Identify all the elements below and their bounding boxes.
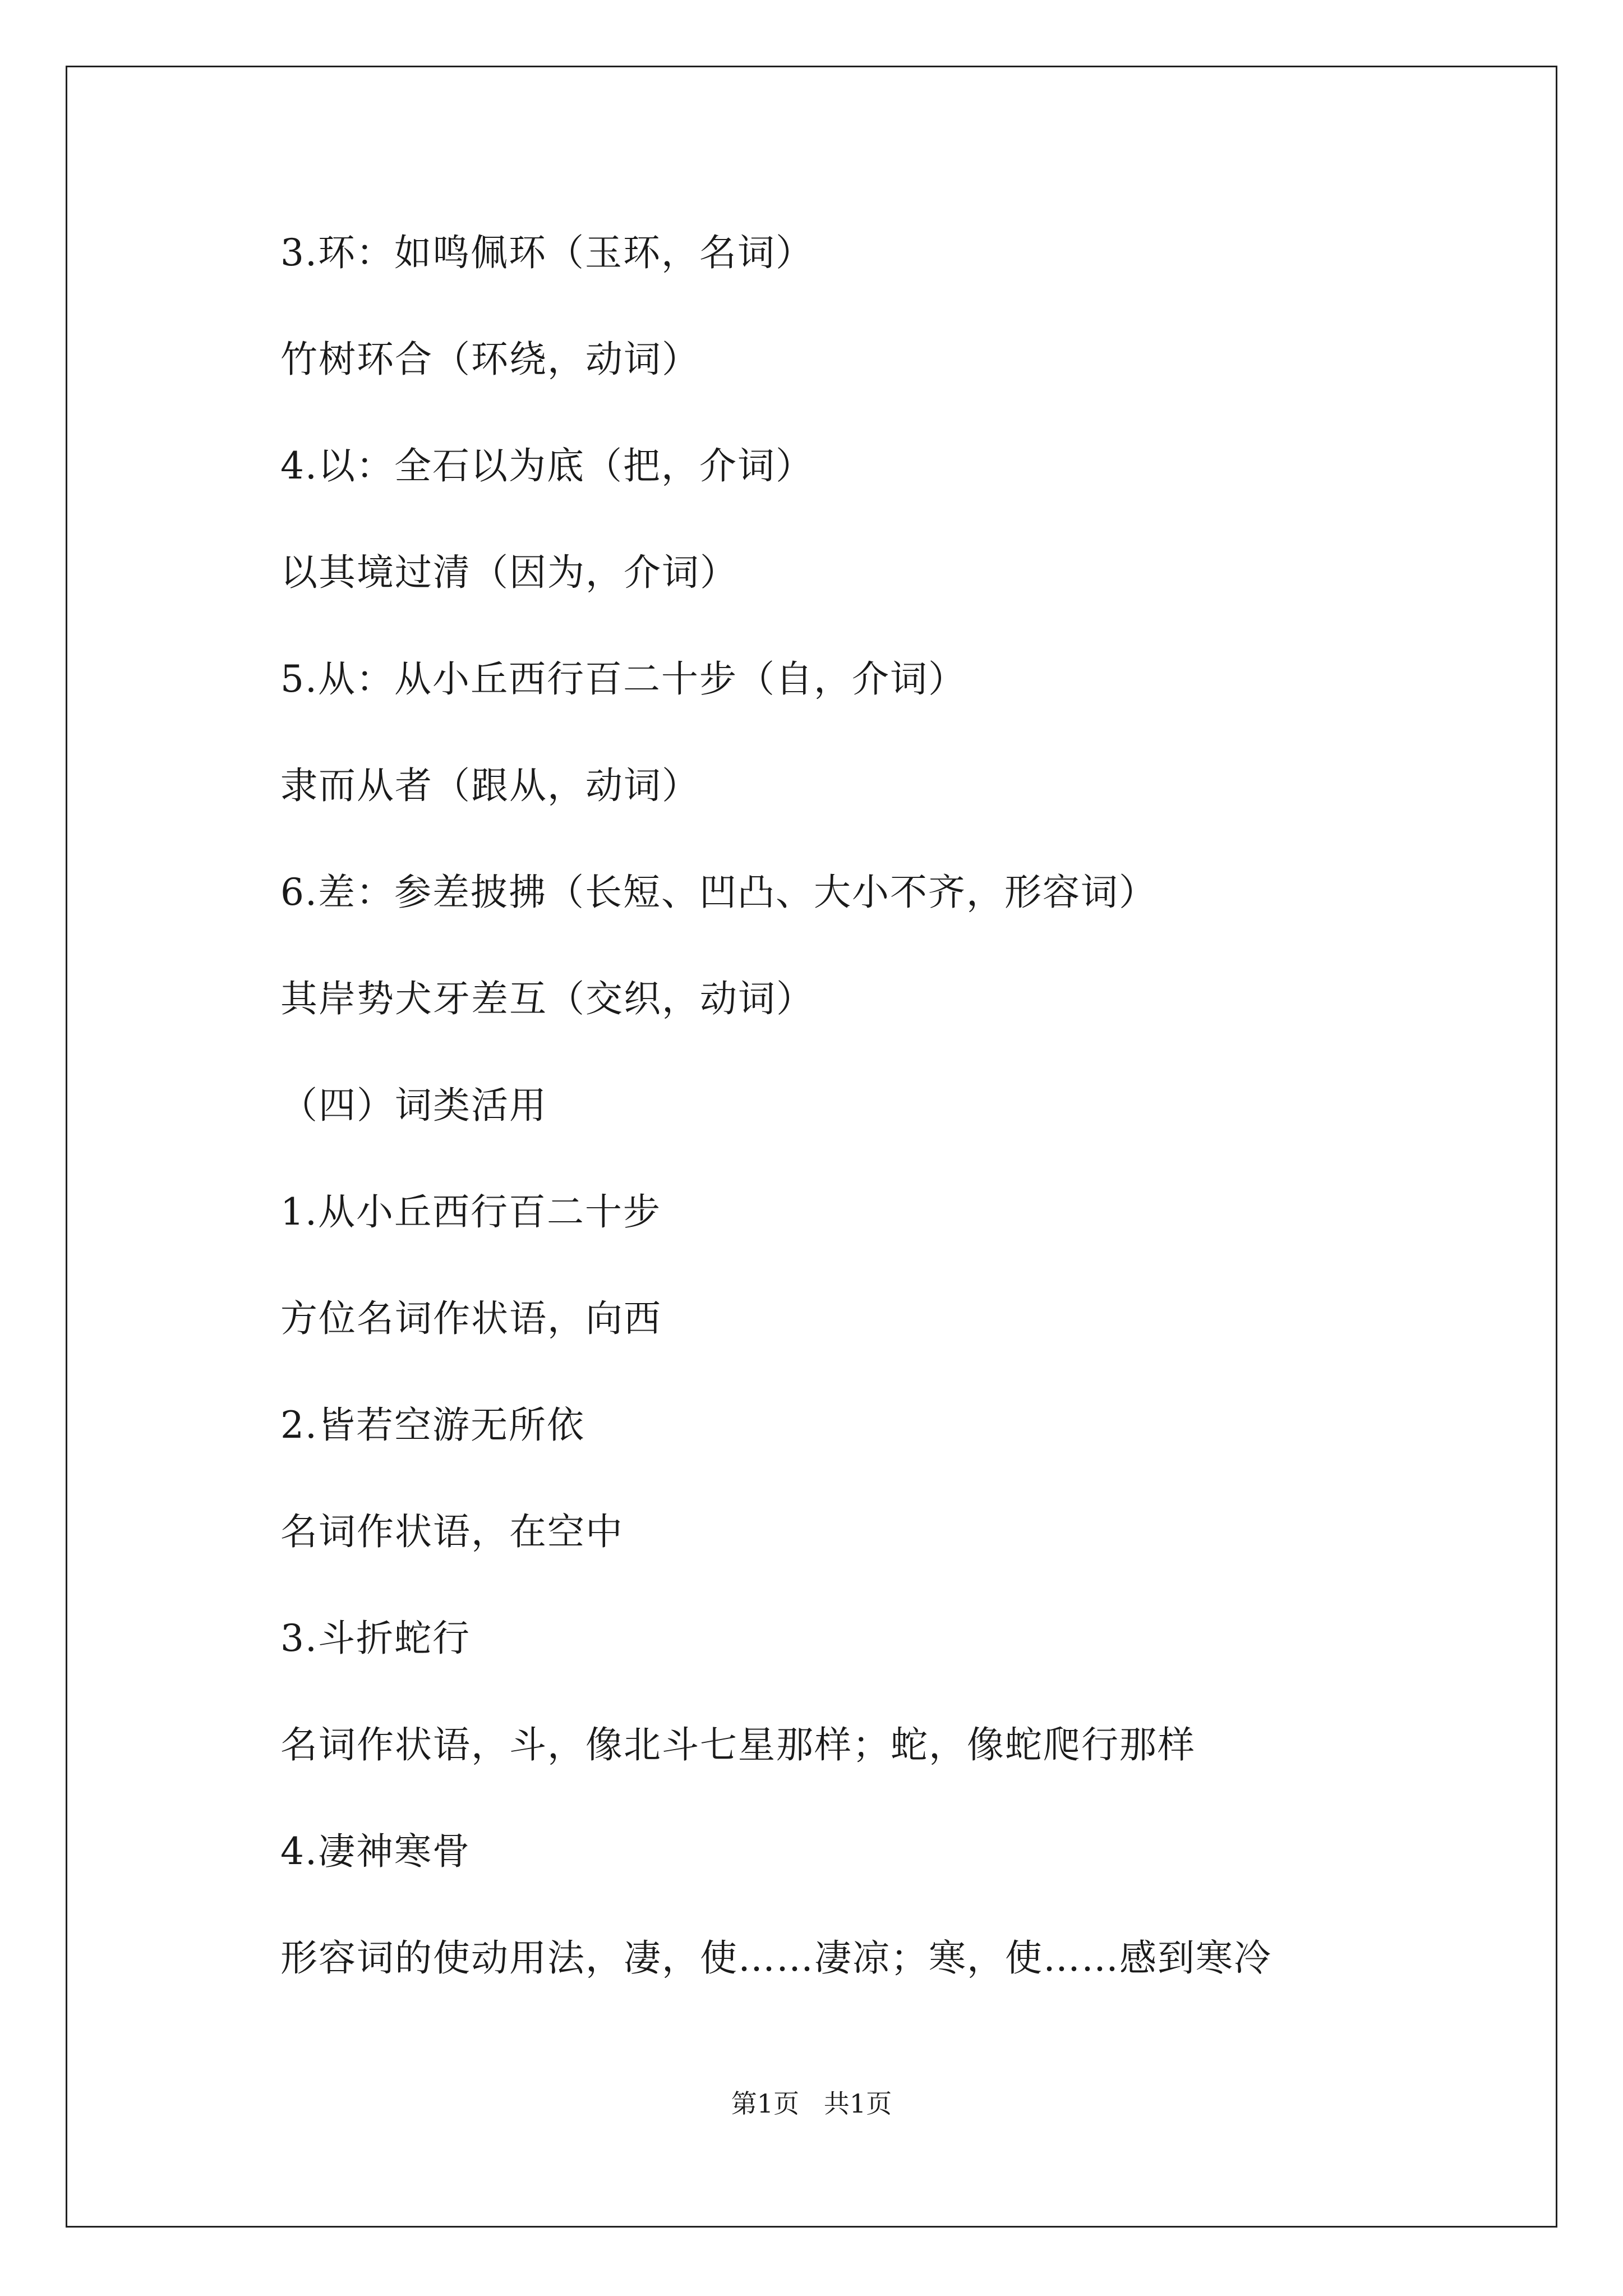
text-line: 名词作状语，斗，像北斗七星那样；蛇，像蛇爬行那样 — [280, 1723, 1196, 1766]
text-line: 以其境过清（因为，介词） — [280, 551, 738, 594]
section-heading: （四）词类活用 — [280, 1084, 547, 1127]
text-line: 形容词的使动用法，凄，使……凄凉；寒，使……感到寒冷 — [280, 1936, 1272, 1980]
text-line: 方位名词作状语，向西 — [280, 1297, 662, 1340]
text-line: 隶而从者（跟从，动词） — [280, 764, 700, 807]
text-line: 其岸势犬牙差互（交织，动词） — [280, 977, 814, 1020]
text-line: 5.从：从小丘西行百二十步（自，介词） — [280, 657, 966, 701]
text-line: 3.斗折蛇行 — [280, 1617, 471, 1660]
text-line: 3.环：如鸣佩环（玉环，名词） — [280, 231, 814, 274]
text-line: 竹树环合（环绕，动词） — [280, 338, 700, 381]
text-line: 2.皆若空游无所依 — [280, 1404, 585, 1447]
text-line: 6.差：参差披拂（长短、凹凸、大小不齐，形容词） — [280, 871, 1157, 914]
page-number-footer: 第1页 共1页 — [731, 2088, 892, 2119]
document-body — [280, 223, 1458, 2035]
text-line: 1.从小丘西行百二十步 — [280, 1190, 661, 1234]
text-line: 4.凄神寒骨 — [280, 1830, 471, 1873]
text-line: 4.以：全石以为底（把，介词） — [280, 444, 814, 487]
text-line: 名词作状语，在空中 — [280, 1510, 624, 1553]
